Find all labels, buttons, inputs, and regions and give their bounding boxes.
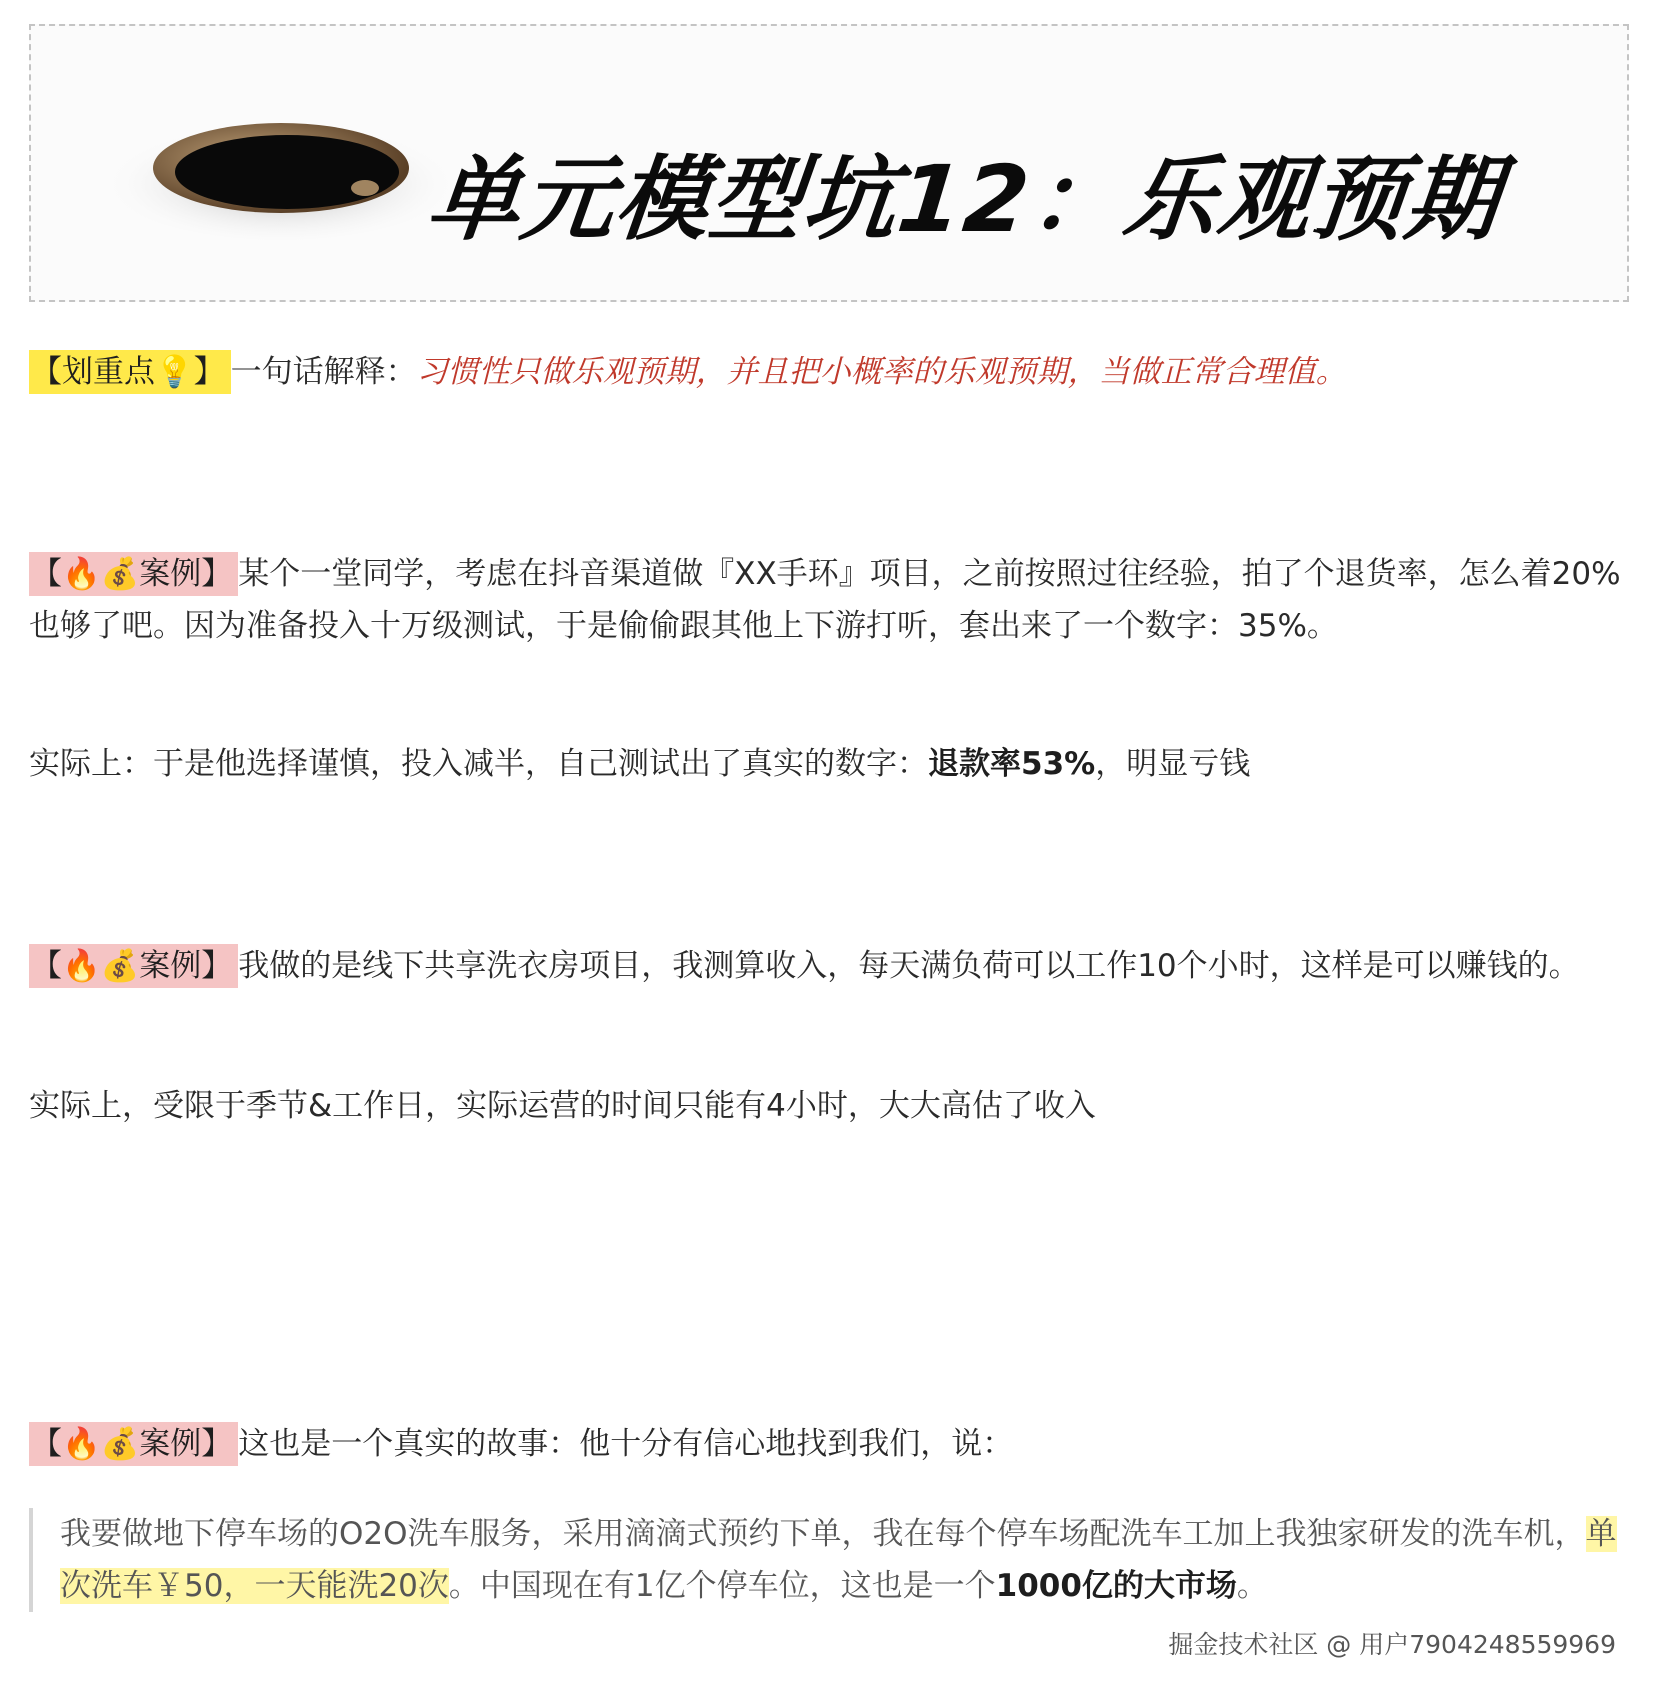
quote-text-post: 。 (1236, 1568, 1268, 1604)
case2-text: 我做的是线下共享洗衣房项目，我测算收入，每天满负荷可以工作10个小时，这样是可以赚钱的。 (238, 948, 1580, 984)
case1-reality-bold: 退款率53% (928, 746, 1096, 782)
manhole-pit-illustration (101, 96, 461, 246)
case1-tag: 【🔥💰案例】 (29, 552, 238, 596)
banner-title: 单元模型坑12：乐观预期 (422, 146, 1506, 253)
case1-reality (29, 738, 1250, 790)
quote-text-mid: 。中国现在有1亿个停车位，这也是一个 (448, 1568, 996, 1604)
case3-text: 这也是一个真实的故事：他十分有信心地找到我们，说： (238, 1426, 1014, 1462)
quote-bold: 1000亿的大市场 (995, 1568, 1237, 1604)
case2-paragraph (29, 940, 1580, 992)
quote-highlight: 单次洗车￥50，一天能洗20次 (60, 1516, 1617, 1604)
case1-reality-pre: 实际上：于是他选择谨慎，投入减半，自己测试出了真实的数字： (29, 746, 928, 782)
case3-tag: 【🔥💰案例】 (29, 1422, 238, 1466)
case1-paragraph (29, 548, 1629, 652)
case3-paragraph (29, 1418, 1013, 1470)
case2-reality (29, 1080, 1096, 1132)
title-banner (29, 24, 1629, 302)
case2-reality-text: 实际上，受限于季节&工作日，实际运营的时间只能有4小时，大大高估了收入 (29, 1088, 1096, 1124)
case2-tag: 【🔥💰案例】 (29, 944, 238, 988)
watermark: 掘金技术社区 @ 用户7904248559969 (1168, 1630, 1616, 1659)
key-point-tag: 【划重点💡】 (29, 350, 231, 394)
key-point-line (29, 346, 1347, 398)
case1-reality-post: ，明显亏钱 (1095, 746, 1251, 782)
key-point-lead: 一句话解释： (230, 354, 417, 390)
quote-text-pre: 我要做地下停车场的O2O洗车服务，采用滴滴式预约下单，我在每个停车场配洗车工加上我独家研发的洗车机， (60, 1516, 1586, 1552)
case1-text: 某个一堂同学，考虑在抖音渠道做『XX手环』项目，之前按照过往经验，拍了个退货率，怎么着20%也够了吧。因为准备投入十万级测试，于是偷偷跟其他上下游打听，套出来了一个数字：35%。 (29, 556, 1621, 644)
case3-blockquote (29, 1508, 1629, 1612)
key-point-text: 习惯性只做乐观预期，并且把小概率的乐观预期，当做正常合理值。 (416, 354, 1347, 390)
